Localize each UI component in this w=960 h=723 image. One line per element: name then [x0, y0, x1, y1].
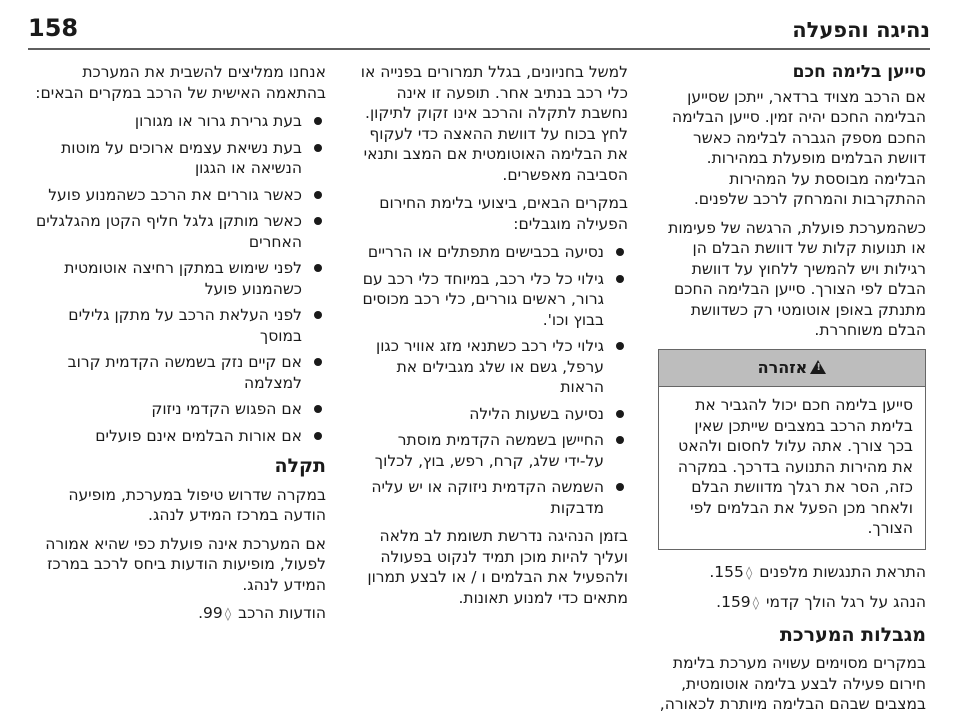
cross-reference[interactable]: הודעות הרכב ◊99.: [26, 603, 326, 626]
list-item: אם אורות הבלמים אינם פועלים: [26, 426, 326, 447]
cross-reference[interactable]: התראת התנגשות מלפנים ◊155.: [658, 562, 926, 585]
list-item: גילוי כל כלי רכב, במיוחד כלי רכב עם גרור, ראשים גוררים, כלי רכב מכוסים בבוץ וכו'.: [356, 269, 628, 331]
list-item: לפני שימוש במתקן רחיצה אוטומטית כשהמנוע פועל: [26, 258, 326, 299]
list-item: אם קיים נזק בשמשה הקדמית קרוב למצלמה: [26, 352, 326, 393]
paragraph: במקרים מסוימים עשויה מערכת בלימת חירום פעילה לבצע בלימה אוטומטית, במצבים שבהם הבלימה מיותרת לכאורה,: [659, 654, 926, 713]
list-item: בעת נשיאת עצמים ארוכים על מוטות הנשיאה או הגגון: [26, 138, 326, 179]
chapter-title: נהיגה והפעלה: [792, 18, 930, 42]
subsection-heading: מגבלות המערכת: [779, 623, 926, 646]
page-ref-icon: ◊: [745, 565, 753, 581]
list-intro: במקרים הבאים, ביצועי בלימת החירום הפעילה מוגבלים:: [379, 194, 628, 233]
paragraph: בזמן הנהיגה נדרשת תשומת לב מלאה ועליך להיות מוכן תמיד לנקוט בפעולה ולהפעיל את הבלמים ו / או לבצע תמרון מתאים כדי למנוע תאונות.: [367, 527, 628, 607]
warning-header: [659, 350, 925, 388]
warning-triangle-icon: [810, 360, 826, 374]
page-header: [28, 10, 930, 50]
paragraph: במקרה שדרוש טיפול במערכת, מופיעה הודעה במרכז המידע לנהג.: [68, 485, 326, 524]
list-item: החיישן בשמשה הקדמית מוסתר על-ידי שלג, קרח, רפש, בוץ, לכלוך: [356, 430, 628, 471]
middle-column: [356, 62, 628, 616]
section-heading: סייען בלימה חכם: [792, 62, 926, 82]
list-item: בעת גרירת גרור או מגורון: [26, 111, 326, 132]
list-item: כאשר גוררים את הרכב כשהמנוע פועל: [26, 185, 326, 206]
warning-title: אזהרה: [757, 357, 808, 377]
paragraph: למשל בחניונים, בגלל תמרורים בפנייה או כלי רכב בנתיב אחר. תופעה זו אינה נחשבת לתקלה והרכב אינו זקוק לתיקון. לחץ בכוח על דוושת ההאצה כדי לעקוף את הבלימה האוטומטית אם המצב ותנאי הסביבה מאפשרים.: [360, 63, 628, 184]
right-column: [658, 62, 926, 723]
left-column: [26, 62, 326, 634]
page-ref-icon: ◊: [752, 596, 760, 611]
list-item: השמשה הקדמית ניזוקה או יש עליה מדבקות: [356, 477, 628, 518]
fault-heading: תקלה: [274, 455, 326, 477]
paragraph: כשהמערכת פועלת, הרגשה של פעימות או תנועות קלות של דוושת הבלם הן רגילות ויש להמשיך ללחוץ על דוושת הבלם לפי הצורך. סייען הבלימה החכם מתנתק באופן אוטומטי רק כשדוושת הבלם משוחררת.: [668, 218, 926, 339]
list-item: נסיעה בשעות הלילה: [356, 404, 628, 425]
warning-text: סייען בלימה חכם יכול להגביר את בלימת הרכב במצבים שייתכן שאין בכך צורך. אתה עלול לחסום ולהאט את מהירות התנועה בדרכך. במקרה כזה, הסר את רגלך מדוושת הבלם ולאחר מכן הפעל את הבלמים לפי הצורך.: [677, 396, 913, 537]
deactivation-list: [26, 111, 326, 446]
paragraph: אם המערכת אינה פועלת כפי שהיא אמורה לפעול, מופיעות הודעות ביחס לרכב במרכז המידע לנהג.: [45, 534, 326, 594]
list-item: גילוי כלי רכב כשתנאי מזג אוויר כגון ערפל, גשם או שלג מגבילים את הראות: [356, 336, 628, 398]
list-item: כאשר מותקן גלגל חליף הקטן מהגלגלים האחרים: [26, 211, 326, 252]
paragraph: אם הרכב מצויד ברדאר, ייתכן שסייען הבלימה החכם יהיה זמין. סייען הבלימה החכם מספק הגברה לבלימה כאשר דוושת הבלמים מופעלת במהירות. הבלימה מבוססת על המהירות ההתקרבות והמרחק לרכב שלפנים.: [671, 87, 926, 208]
paragraph: אנחנו ממליצים להשבית את המערכת בהתאמה האישית של הרכב במקרים הבאים:: [35, 63, 326, 102]
limitations-list: [356, 242, 628, 518]
list-item: אם הפגוש הקדמי ניזוק: [26, 399, 326, 420]
list-item: לפני העלאת הרכב על מתקן גלילים במוסך: [26, 305, 326, 346]
page-number: 158: [28, 14, 79, 42]
page-ref-icon: ◊: [224, 607, 232, 622]
list-item: נסיעה בכבישים מתפתלים או הרריים: [356, 242, 628, 263]
cross-reference[interactable]: הנהג על רגל הולך קדמי ◊159.: [658, 592, 926, 615]
warning-box: [658, 349, 926, 550]
